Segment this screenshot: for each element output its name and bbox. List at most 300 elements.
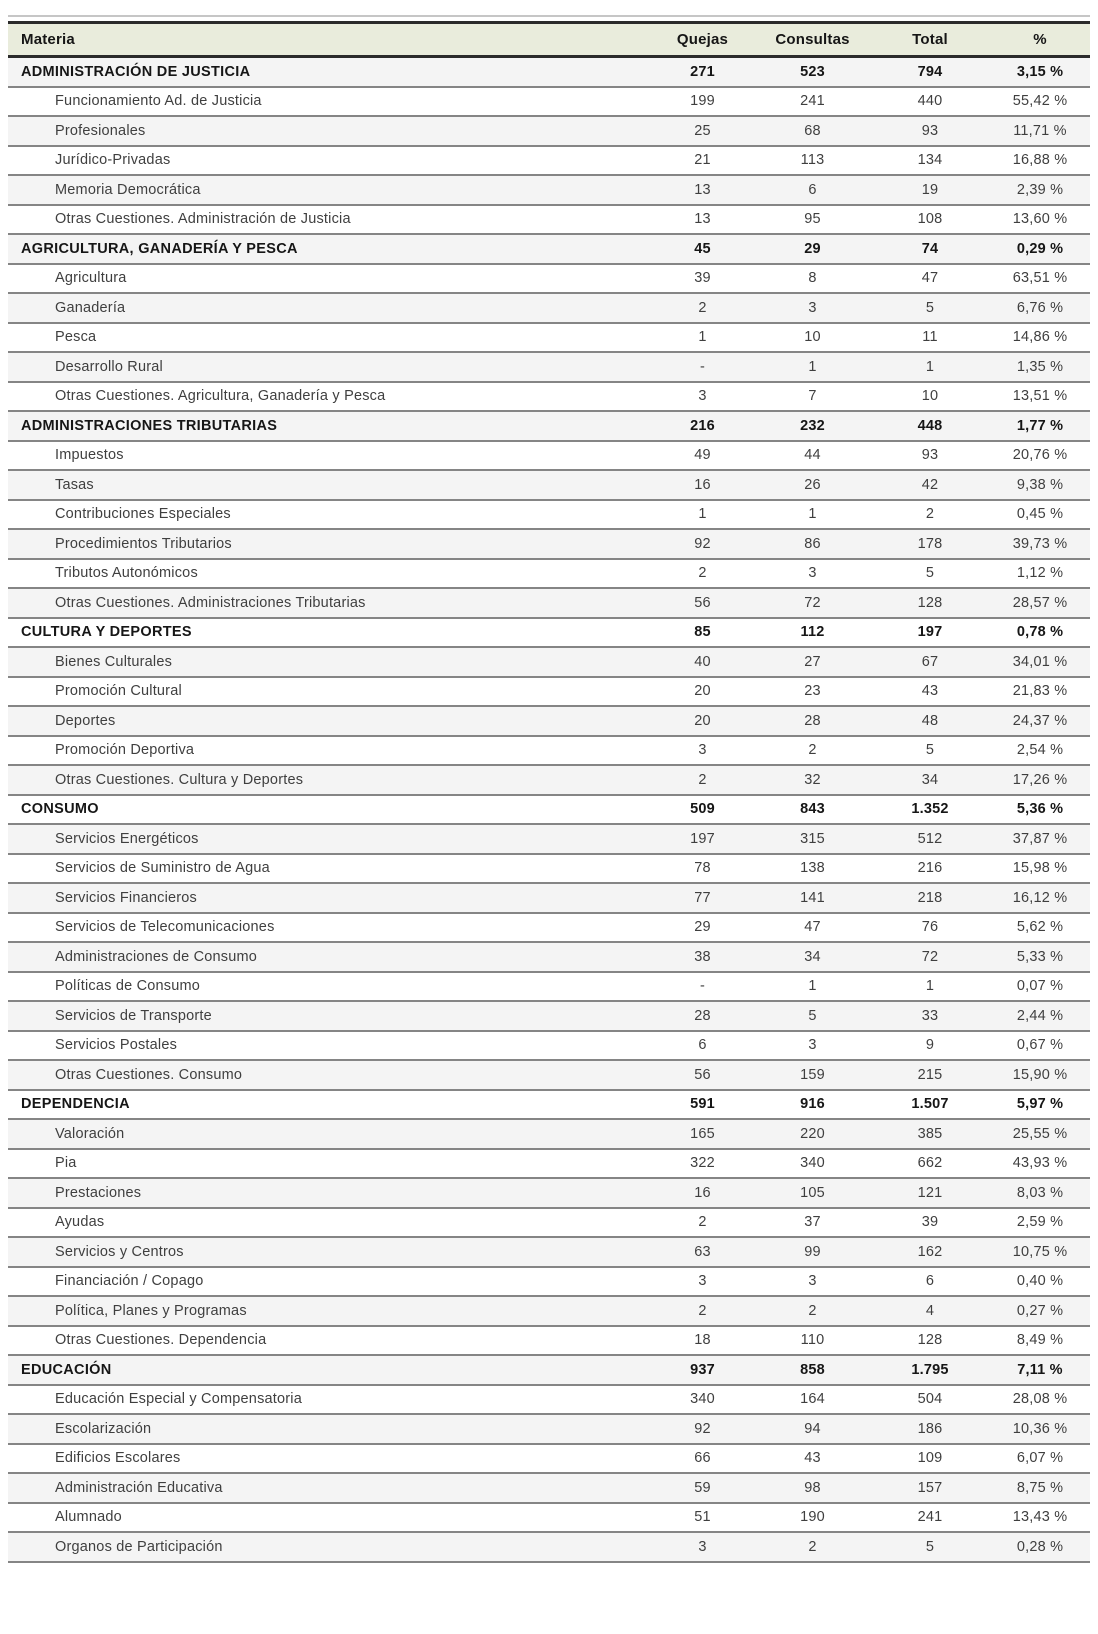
consultas-cell: 164 xyxy=(755,1385,870,1415)
section-total-row xyxy=(8,234,1090,264)
quejas-cell: 18 xyxy=(650,1326,755,1356)
consultas-cell: 23 xyxy=(755,677,870,707)
consultas-cell: 26 xyxy=(755,470,870,500)
pct-cell: 5,97 % xyxy=(990,1090,1090,1120)
total-cell: 128 xyxy=(870,588,990,618)
consultas-cell: 32 xyxy=(755,765,870,795)
table-row xyxy=(8,146,1090,176)
total-cell: 504 xyxy=(870,1385,990,1415)
total-cell: 43 xyxy=(870,677,990,707)
pct-cell: 34,01 % xyxy=(990,647,1090,677)
pct-cell: 0,78 % xyxy=(990,618,1090,648)
materia-cell: Escolarización xyxy=(8,1414,650,1444)
quejas-cell: 2 xyxy=(650,293,755,323)
total-cell: 48 xyxy=(870,706,990,736)
materia-cell: Educación Especial y Compensatoria xyxy=(8,1385,650,1415)
consultas-cell: 95 xyxy=(755,205,870,235)
materia-cell: Impuestos xyxy=(8,441,650,471)
consultas-cell: 3 xyxy=(755,559,870,589)
table-row xyxy=(8,87,1090,117)
table-row xyxy=(8,913,1090,943)
pct-cell: 15,98 % xyxy=(990,854,1090,884)
total-cell: 5 xyxy=(870,736,990,766)
materia-cell: Promoción Cultural xyxy=(8,677,650,707)
consultas-cell: 916 xyxy=(755,1090,870,1120)
pct-cell: 28,08 % xyxy=(990,1385,1090,1415)
consultas-cell: 5 xyxy=(755,1001,870,1031)
table-row xyxy=(8,824,1090,854)
materia-cell: Otras Cuestiones. Cultura y Deportes xyxy=(8,765,650,795)
pct-cell: 28,57 % xyxy=(990,588,1090,618)
quejas-cell: 509 xyxy=(650,795,755,825)
column-header-quejas: Quejas xyxy=(650,23,755,57)
consultas-cell: 98 xyxy=(755,1473,870,1503)
column-header-consultas: Consultas xyxy=(755,23,870,57)
materia-cell: CONSUMO xyxy=(8,795,650,825)
table-row xyxy=(8,854,1090,884)
total-cell: 33 xyxy=(870,1001,990,1031)
materia-cell: Políticas de Consumo xyxy=(8,972,650,1002)
consultas-cell: 138 xyxy=(755,854,870,884)
quejas-cell: 937 xyxy=(650,1355,755,1385)
materias-table xyxy=(8,21,1090,1563)
quejas-cell: 16 xyxy=(650,1178,755,1208)
table-row xyxy=(8,1414,1090,1444)
total-cell: 385 xyxy=(870,1119,990,1149)
total-cell: 121 xyxy=(870,1178,990,1208)
quejas-cell: 13 xyxy=(650,175,755,205)
consultas-cell: 340 xyxy=(755,1149,870,1179)
total-cell: 1.352 xyxy=(870,795,990,825)
table-row xyxy=(8,588,1090,618)
pct-cell: 0,28 % xyxy=(990,1532,1090,1562)
quejas-cell: 78 xyxy=(650,854,755,884)
materia-cell: Servicios Energéticos xyxy=(8,824,650,854)
materia-cell: Memoria Democrática xyxy=(8,175,650,205)
materia-cell: Organos de Participación xyxy=(8,1532,650,1562)
pct-cell: 2,54 % xyxy=(990,736,1090,766)
quejas-cell: 591 xyxy=(650,1090,755,1120)
consultas-cell: 94 xyxy=(755,1414,870,1444)
table-row xyxy=(8,1031,1090,1061)
consultas-cell: 858 xyxy=(755,1355,870,1385)
consultas-cell: 1 xyxy=(755,972,870,1002)
materia-cell: Contribuciones Especiales xyxy=(8,500,650,530)
consultas-cell: 27 xyxy=(755,647,870,677)
materia-cell: Profesionales xyxy=(8,116,650,146)
materia-cell: Promoción Deportiva xyxy=(8,736,650,766)
materia-cell: Servicios Postales xyxy=(8,1031,650,1061)
materia-cell: AGRICULTURA, GANADERÍA Y PESCA xyxy=(8,234,650,264)
table-row xyxy=(8,441,1090,471)
pct-cell: 1,35 % xyxy=(990,352,1090,382)
total-cell: 134 xyxy=(870,146,990,176)
table-row xyxy=(8,1178,1090,1208)
section-total-row xyxy=(8,795,1090,825)
quejas-cell: 38 xyxy=(650,942,755,972)
materia-cell: Pia xyxy=(8,1149,650,1179)
materia-cell: Servicios y Centros xyxy=(8,1237,650,1267)
pct-cell: 16,12 % xyxy=(990,883,1090,913)
consultas-cell: 232 xyxy=(755,411,870,441)
quejas-cell: 2 xyxy=(650,765,755,795)
materia-cell: Edificios Escolares xyxy=(8,1444,650,1474)
materia-cell: Procedimientos Tributarios xyxy=(8,529,650,559)
table-header-row xyxy=(8,23,1090,57)
pct-cell: 14,86 % xyxy=(990,323,1090,353)
materia-cell: Administraciones de Consumo xyxy=(8,942,650,972)
quejas-cell: 39 xyxy=(650,264,755,294)
quejas-cell: 3 xyxy=(650,382,755,412)
pct-cell: 0,07 % xyxy=(990,972,1090,1002)
table-row xyxy=(8,1444,1090,1474)
table-row xyxy=(8,1149,1090,1179)
total-cell: 218 xyxy=(870,883,990,913)
pct-cell: 2,59 % xyxy=(990,1208,1090,1238)
materia-cell: Alumnado xyxy=(8,1503,650,1533)
table-row xyxy=(8,559,1090,589)
table-row xyxy=(8,1532,1090,1562)
materia-cell: Desarrollo Rural xyxy=(8,352,650,382)
pct-cell: 37,87 % xyxy=(990,824,1090,854)
consultas-cell: 1 xyxy=(755,500,870,530)
quejas-cell: 2 xyxy=(650,1296,755,1326)
pct-cell: 20,76 % xyxy=(990,441,1090,471)
quejas-cell: 77 xyxy=(650,883,755,913)
total-cell: 42 xyxy=(870,470,990,500)
pct-cell: 10,75 % xyxy=(990,1237,1090,1267)
total-cell: 1 xyxy=(870,972,990,1002)
column-header-pct: % xyxy=(990,23,1090,57)
quejas-cell: 197 xyxy=(650,824,755,854)
total-cell: 47 xyxy=(870,264,990,294)
consultas-cell: 44 xyxy=(755,441,870,471)
materia-cell: ADMINISTRACIÓN DE JUSTICIA xyxy=(8,57,650,87)
table-row xyxy=(8,1385,1090,1415)
materia-cell: Otras Cuestiones. Dependencia xyxy=(8,1326,650,1356)
quejas-cell: 199 xyxy=(650,87,755,117)
consultas-cell: 47 xyxy=(755,913,870,943)
total-cell: 440 xyxy=(870,87,990,117)
consultas-cell: 28 xyxy=(755,706,870,736)
section-total-row xyxy=(8,411,1090,441)
table-row xyxy=(8,942,1090,972)
materia-cell: Servicios de Telecomunicaciones xyxy=(8,913,650,943)
quejas-cell: 40 xyxy=(650,647,755,677)
quejas-cell: 6 xyxy=(650,1031,755,1061)
total-cell: 74 xyxy=(870,234,990,264)
total-cell: 216 xyxy=(870,854,990,884)
quejas-cell: 322 xyxy=(650,1149,755,1179)
table-row xyxy=(8,1237,1090,1267)
consultas-cell: 2 xyxy=(755,1296,870,1326)
quejas-cell: 271 xyxy=(650,57,755,87)
consultas-cell: 86 xyxy=(755,529,870,559)
consultas-cell: 220 xyxy=(755,1119,870,1149)
consultas-cell: 159 xyxy=(755,1060,870,1090)
consultas-cell: 6 xyxy=(755,175,870,205)
total-cell: 794 xyxy=(870,57,990,87)
quejas-cell: 3 xyxy=(650,1267,755,1297)
consultas-cell: 190 xyxy=(755,1503,870,1533)
materia-cell: Deportes xyxy=(8,706,650,736)
total-cell: 67 xyxy=(870,647,990,677)
table-row xyxy=(8,264,1090,294)
section-total-row xyxy=(8,618,1090,648)
pct-cell: 21,83 % xyxy=(990,677,1090,707)
consultas-cell: 2 xyxy=(755,736,870,766)
materia-cell: Ganadería xyxy=(8,293,650,323)
total-cell: 9 xyxy=(870,1031,990,1061)
consultas-cell: 3 xyxy=(755,1031,870,1061)
total-cell: 11 xyxy=(870,323,990,353)
table-row xyxy=(8,352,1090,382)
table-row xyxy=(8,706,1090,736)
pct-cell: 13,51 % xyxy=(990,382,1090,412)
section-total-row xyxy=(8,1355,1090,1385)
table-row xyxy=(8,1001,1090,1031)
total-cell: 19 xyxy=(870,175,990,205)
consultas-cell: 2 xyxy=(755,1532,870,1562)
pct-cell: 0,40 % xyxy=(990,1267,1090,1297)
materia-cell: Valoración xyxy=(8,1119,650,1149)
materia-cell: Servicios de Suministro de Agua xyxy=(8,854,650,884)
total-cell: 39 xyxy=(870,1208,990,1238)
quejas-cell: 59 xyxy=(650,1473,755,1503)
column-header-total: Total xyxy=(870,23,990,57)
quejas-cell: 28 xyxy=(650,1001,755,1031)
table-row xyxy=(8,529,1090,559)
materia-cell: Financiación / Copago xyxy=(8,1267,650,1297)
pct-cell: 5,33 % xyxy=(990,942,1090,972)
materia-cell: Otras Cuestiones. Administración de Justicia xyxy=(8,205,650,235)
total-cell: 76 xyxy=(870,913,990,943)
table-row xyxy=(8,323,1090,353)
table-row xyxy=(8,1473,1090,1503)
pct-cell: 13,43 % xyxy=(990,1503,1090,1533)
total-cell: 109 xyxy=(870,1444,990,1474)
total-cell: 5 xyxy=(870,559,990,589)
pct-cell: 6,07 % xyxy=(990,1444,1090,1474)
materia-cell: Bienes Culturales xyxy=(8,647,650,677)
materia-cell: Jurídico-Privadas xyxy=(8,146,650,176)
pct-cell: 7,11 % xyxy=(990,1355,1090,1385)
quejas-cell: - xyxy=(650,352,755,382)
table-row xyxy=(8,1296,1090,1326)
materia-cell: Agricultura xyxy=(8,264,650,294)
total-cell: 157 xyxy=(870,1473,990,1503)
quejas-cell: - xyxy=(650,972,755,1002)
quejas-cell: 92 xyxy=(650,529,755,559)
pct-cell: 55,42 % xyxy=(990,87,1090,117)
pct-cell: 0,27 % xyxy=(990,1296,1090,1326)
pct-cell: 24,37 % xyxy=(990,706,1090,736)
consultas-cell: 523 xyxy=(755,57,870,87)
quejas-cell: 3 xyxy=(650,736,755,766)
total-cell: 197 xyxy=(870,618,990,648)
total-cell: 186 xyxy=(870,1414,990,1444)
quejas-cell: 216 xyxy=(650,411,755,441)
table-row xyxy=(8,470,1090,500)
total-cell: 108 xyxy=(870,205,990,235)
quejas-cell: 21 xyxy=(650,146,755,176)
consultas-cell: 34 xyxy=(755,942,870,972)
table-row xyxy=(8,883,1090,913)
consultas-cell: 105 xyxy=(755,1178,870,1208)
total-cell: 128 xyxy=(870,1326,990,1356)
total-cell: 512 xyxy=(870,824,990,854)
quejas-cell: 66 xyxy=(650,1444,755,1474)
materia-cell: Tributos Autonómicos xyxy=(8,559,650,589)
section-total-row xyxy=(8,1090,1090,1120)
materia-cell: Ayudas xyxy=(8,1208,650,1238)
consultas-cell: 37 xyxy=(755,1208,870,1238)
pct-cell: 0,67 % xyxy=(990,1031,1090,1061)
column-header-materia: Materia xyxy=(8,23,650,57)
materia-cell: Servicios de Transporte xyxy=(8,1001,650,1031)
table-row xyxy=(8,647,1090,677)
materia-cell: ADMINISTRACIONES TRIBUTARIAS xyxy=(8,411,650,441)
materias-table-wrapper xyxy=(8,21,1090,1563)
quejas-cell: 20 xyxy=(650,706,755,736)
materia-cell: Servicios Financieros xyxy=(8,883,650,913)
consultas-cell: 112 xyxy=(755,618,870,648)
materia-cell: Tasas xyxy=(8,470,650,500)
quejas-cell: 20 xyxy=(650,677,755,707)
quejas-cell: 25 xyxy=(650,116,755,146)
table-row xyxy=(8,1208,1090,1238)
materia-cell: Pesca xyxy=(8,323,650,353)
consultas-cell: 1 xyxy=(755,352,870,382)
pct-cell: 6,76 % xyxy=(990,293,1090,323)
pct-cell: 10,36 % xyxy=(990,1414,1090,1444)
table-row xyxy=(8,1060,1090,1090)
pct-cell: 13,60 % xyxy=(990,205,1090,235)
table-row xyxy=(8,1267,1090,1297)
consultas-cell: 43 xyxy=(755,1444,870,1474)
materia-cell: Otras Cuestiones. Agricultura, Ganadería y Pesca xyxy=(8,382,650,412)
total-cell: 10 xyxy=(870,382,990,412)
quejas-cell: 165 xyxy=(650,1119,755,1149)
pct-cell: 39,73 % xyxy=(990,529,1090,559)
total-cell: 215 xyxy=(870,1060,990,1090)
quejas-cell: 29 xyxy=(650,913,755,943)
pct-cell: 8,75 % xyxy=(990,1473,1090,1503)
materia-cell: CULTURA Y DEPORTES xyxy=(8,618,650,648)
total-cell: 4 xyxy=(870,1296,990,1326)
consultas-cell: 315 xyxy=(755,824,870,854)
total-cell: 93 xyxy=(870,441,990,471)
consultas-cell: 3 xyxy=(755,293,870,323)
consultas-cell: 99 xyxy=(755,1237,870,1267)
pct-cell: 1,12 % xyxy=(990,559,1090,589)
consultas-cell: 68 xyxy=(755,116,870,146)
quejas-cell: 13 xyxy=(650,205,755,235)
pct-cell: 17,26 % xyxy=(990,765,1090,795)
quejas-cell: 1 xyxy=(650,500,755,530)
quejas-cell: 56 xyxy=(650,588,755,618)
consultas-cell: 141 xyxy=(755,883,870,913)
total-cell: 2 xyxy=(870,500,990,530)
table-body xyxy=(8,57,1090,1562)
quejas-cell: 45 xyxy=(650,234,755,264)
quejas-cell: 16 xyxy=(650,470,755,500)
consultas-cell: 8 xyxy=(755,264,870,294)
total-cell: 1 xyxy=(870,352,990,382)
pct-cell: 16,88 % xyxy=(990,146,1090,176)
pct-cell: 5,62 % xyxy=(990,913,1090,943)
table-row xyxy=(8,293,1090,323)
total-cell: 1.795 xyxy=(870,1355,990,1385)
total-cell: 72 xyxy=(870,942,990,972)
pct-cell: 0,45 % xyxy=(990,500,1090,530)
quejas-cell: 1 xyxy=(650,323,755,353)
quejas-cell: 3 xyxy=(650,1532,755,1562)
table-row xyxy=(8,972,1090,1002)
total-cell: 178 xyxy=(870,529,990,559)
total-cell: 6 xyxy=(870,1267,990,1297)
table-row xyxy=(8,677,1090,707)
quejas-cell: 49 xyxy=(650,441,755,471)
pct-cell: 25,55 % xyxy=(990,1119,1090,1149)
table-row xyxy=(8,1119,1090,1149)
total-cell: 448 xyxy=(870,411,990,441)
table-row xyxy=(8,382,1090,412)
top-faint-rule xyxy=(8,15,1090,17)
materia-cell: Administración Educativa xyxy=(8,1473,650,1503)
pct-cell: 8,03 % xyxy=(990,1178,1090,1208)
table-row xyxy=(8,175,1090,205)
table-row xyxy=(8,205,1090,235)
quejas-cell: 63 xyxy=(650,1237,755,1267)
consultas-cell: 241 xyxy=(755,87,870,117)
pct-cell: 11,71 % xyxy=(990,116,1090,146)
materia-cell: Prestaciones xyxy=(8,1178,650,1208)
consultas-cell: 10 xyxy=(755,323,870,353)
consultas-cell: 72 xyxy=(755,588,870,618)
quejas-cell: 85 xyxy=(650,618,755,648)
pct-cell: 8,49 % xyxy=(990,1326,1090,1356)
quejas-cell: 92 xyxy=(650,1414,755,1444)
materia-cell: Funcionamiento Ad. de Justicia xyxy=(8,87,650,117)
total-cell: 5 xyxy=(870,1532,990,1562)
total-cell: 93 xyxy=(870,116,990,146)
materia-cell: Otras Cuestiones. Administraciones Tributarias xyxy=(8,588,650,618)
quejas-cell: 51 xyxy=(650,1503,755,1533)
consultas-cell: 110 xyxy=(755,1326,870,1356)
materia-cell: EDUCACIÓN xyxy=(8,1355,650,1385)
quejas-cell: 340 xyxy=(650,1385,755,1415)
table-row xyxy=(8,765,1090,795)
table-row xyxy=(8,116,1090,146)
quejas-cell: 2 xyxy=(650,559,755,589)
table-row xyxy=(8,1503,1090,1533)
pct-cell: 63,51 % xyxy=(990,264,1090,294)
total-cell: 5 xyxy=(870,293,990,323)
consultas-cell: 29 xyxy=(755,234,870,264)
pct-cell: 5,36 % xyxy=(990,795,1090,825)
consultas-cell: 843 xyxy=(755,795,870,825)
total-cell: 34 xyxy=(870,765,990,795)
pct-cell: 43,93 % xyxy=(990,1149,1090,1179)
materia-cell: DEPENDENCIA xyxy=(8,1090,650,1120)
quejas-cell: 56 xyxy=(650,1060,755,1090)
total-cell: 662 xyxy=(870,1149,990,1179)
total-cell: 1.507 xyxy=(870,1090,990,1120)
pct-cell: 2,44 % xyxy=(990,1001,1090,1031)
total-cell: 241 xyxy=(870,1503,990,1533)
pct-cell: 2,39 % xyxy=(990,175,1090,205)
